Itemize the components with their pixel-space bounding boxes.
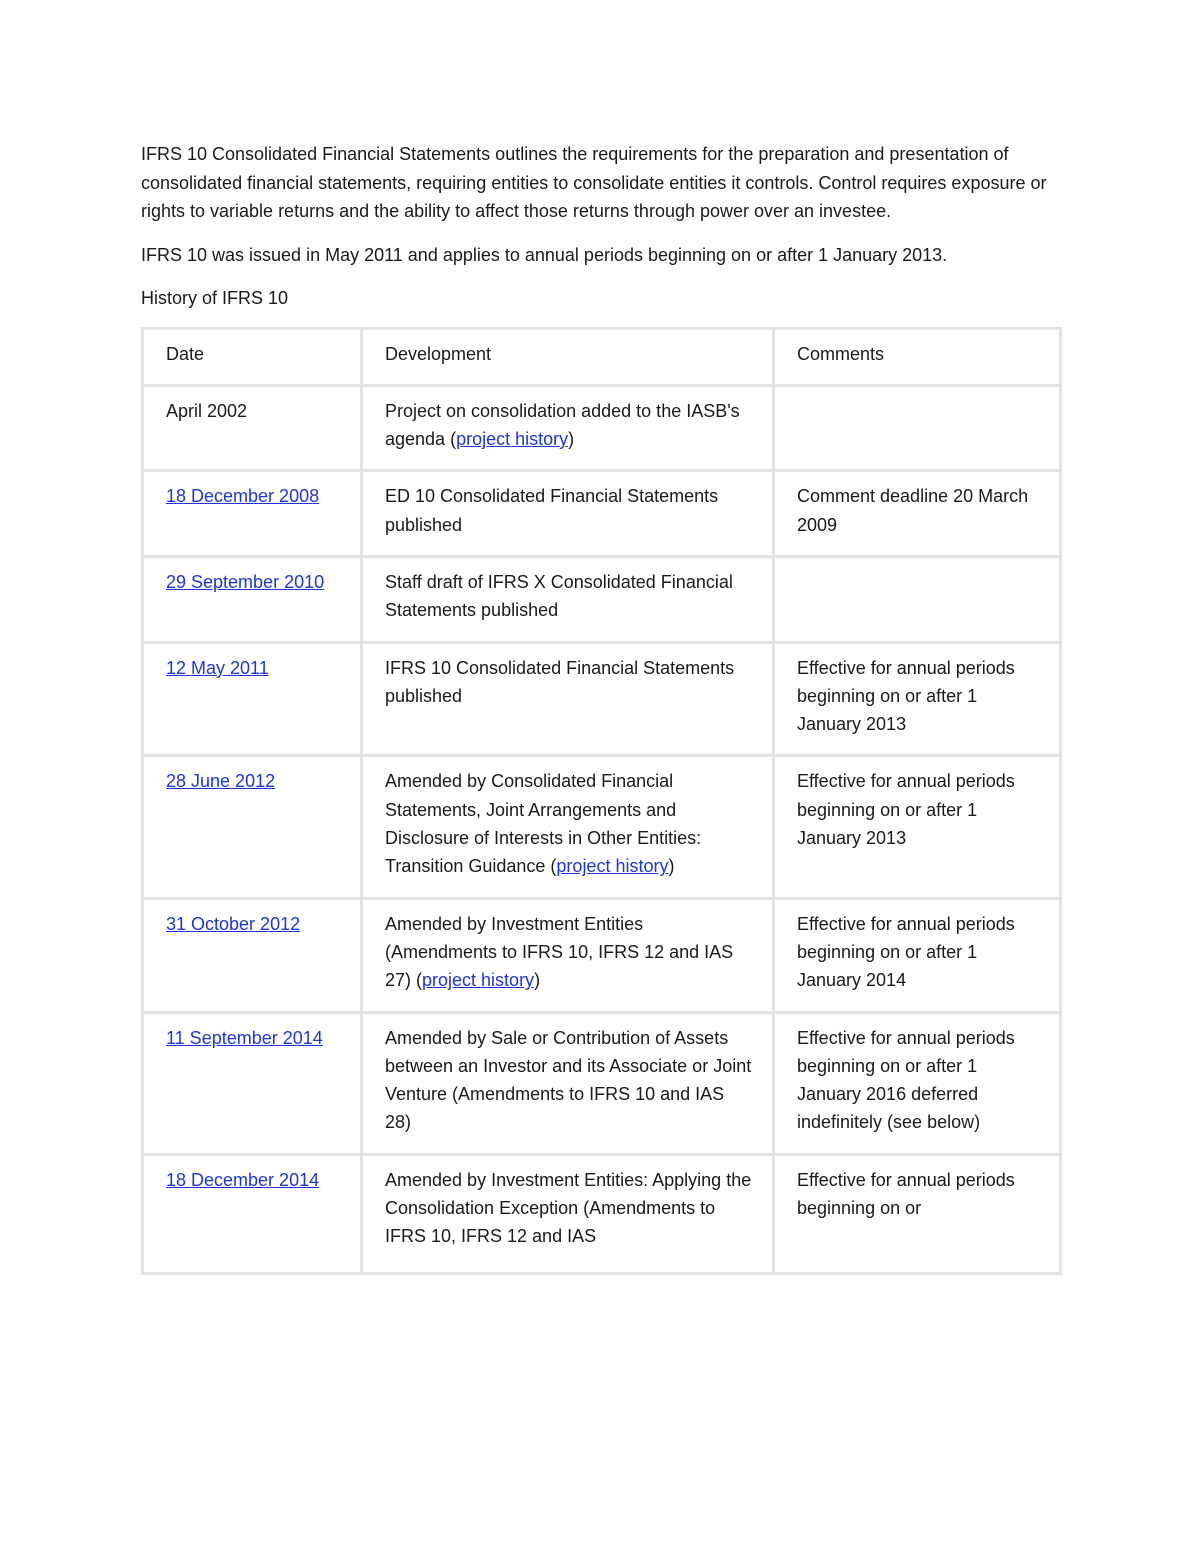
comments-cell xyxy=(774,556,1061,642)
development-cell xyxy=(362,756,774,898)
date-cell xyxy=(143,385,362,471)
development-cell xyxy=(362,385,774,471)
comments-cell xyxy=(774,385,1061,471)
header-date: Date xyxy=(143,328,362,385)
table-row xyxy=(143,471,1061,557)
development-cell xyxy=(362,898,774,1012)
history-heading: History of IFRS 10 xyxy=(141,288,289,308)
comment-text: Comment deadline 20 March 2009 xyxy=(797,486,1029,535)
comments-cell xyxy=(774,756,1061,898)
document-page xyxy=(141,140,1059,1275)
development-text: Amended by Investment Entities: Applying the Consolidation Exception (Amendments to IFRS 10, IFRS 12 and IAS xyxy=(385,1169,752,1247)
table-row xyxy=(143,756,1061,898)
date-link[interactable]: 28 June 2012 xyxy=(166,771,276,792)
table-header-row xyxy=(143,328,1061,385)
development-text: Amended by Sale or Contribution of Assets between an Investor and its Associate or Joint Venture (Amendments to IFRS 10 and IAS 28) xyxy=(385,1027,752,1133)
development-cell xyxy=(362,556,774,642)
table-row xyxy=(143,898,1061,1012)
comments-cell xyxy=(774,471,1061,557)
development-text: ED 10 Consolidated Financial Statements published xyxy=(385,486,719,535)
table-row xyxy=(143,385,1061,471)
date-link[interactable]: 29 September 2010 xyxy=(166,571,325,592)
date-link[interactable]: 31 October 2012 xyxy=(166,913,301,934)
header-comments: Comments xyxy=(774,328,1061,385)
development-cell xyxy=(362,642,774,756)
development-cell xyxy=(362,471,774,557)
date-cell xyxy=(143,556,362,642)
comments-cell xyxy=(774,1154,1061,1273)
issued-paragraph: IFRS 10 was issued in May 2011 and applies to annual periods beginning on or after 1 January 2013. xyxy=(141,244,948,265)
development-cell xyxy=(362,1012,774,1154)
comment-text: Effective for annual periods beginning on or after 1 January 2016 deferred indefinitely (see below) xyxy=(797,1027,1015,1133)
date-link[interactable]: 18 December 2014 xyxy=(166,1169,320,1190)
comments-cell xyxy=(774,898,1061,1012)
project-history-link[interactable]: project history xyxy=(556,856,669,877)
date-cell xyxy=(143,1012,362,1154)
project-history-link[interactable]: project history xyxy=(456,429,569,450)
comments-cell xyxy=(774,642,1061,756)
development-cell xyxy=(362,1154,774,1273)
date-link[interactable]: 12 May 2011 xyxy=(166,657,269,678)
date-cell xyxy=(143,898,362,1012)
project-history-link[interactable]: project history xyxy=(422,970,535,991)
date-link[interactable]: 18 December 2008 xyxy=(166,486,320,507)
development-suffix: ) xyxy=(534,970,541,991)
comments-cell xyxy=(774,1012,1061,1154)
development-text: IFRS 10 Consolidated Financial Statements published xyxy=(385,657,735,706)
date-cell xyxy=(143,756,362,898)
comment-text: Effective for annual periods beginning on or after 1 January 2013 xyxy=(797,771,1015,849)
header-development: Development xyxy=(362,328,774,385)
development-text: Staff draft of IFRS X Consolidated Financial Statements published xyxy=(385,571,733,621)
date-cell xyxy=(143,1154,362,1273)
development-text: Project on consolidation added to the IASB's agenda ( xyxy=(385,400,740,450)
date-cell xyxy=(143,642,362,756)
date-text: April 2002 xyxy=(166,400,248,421)
table-row xyxy=(143,642,1061,756)
date-cell xyxy=(143,471,362,557)
development-suffix: ) xyxy=(668,856,675,877)
table-row xyxy=(143,1154,1061,1273)
intro-paragraph: IFRS 10 Consolidated Financial Statements outlines the requirements for the preparation and presentation of consolidated financial statements, requiring entities to consolidate entities it controls. Control requires exposure or rights to variable returns and the ability to affect those returns through power over an investee. xyxy=(141,144,1047,221)
comment-text: Effective for annual periods beginning on or after 1 January 2013 xyxy=(797,657,1015,735)
table-row xyxy=(143,556,1061,642)
history-table xyxy=(141,327,1062,1275)
date-link[interactable]: 11 September 2014 xyxy=(166,1027,323,1048)
development-text: Amended by Investment Entities (Amendments to IFRS 10, IFRS 12 and IAS 27) ( xyxy=(385,913,734,991)
table-row xyxy=(143,1012,1061,1154)
development-text: Amended by Consolidated Financial Statements, Joint Arrangements and Disclosure of Interests in Other Entities: Transition Guidance ( xyxy=(385,771,702,877)
development-suffix: ) xyxy=(568,429,575,450)
comment-text: Effective for annual periods beginning on or after 1 January 2014 xyxy=(797,913,1015,991)
comment-text: Effective for annual periods beginning on or xyxy=(797,1169,1015,1219)
